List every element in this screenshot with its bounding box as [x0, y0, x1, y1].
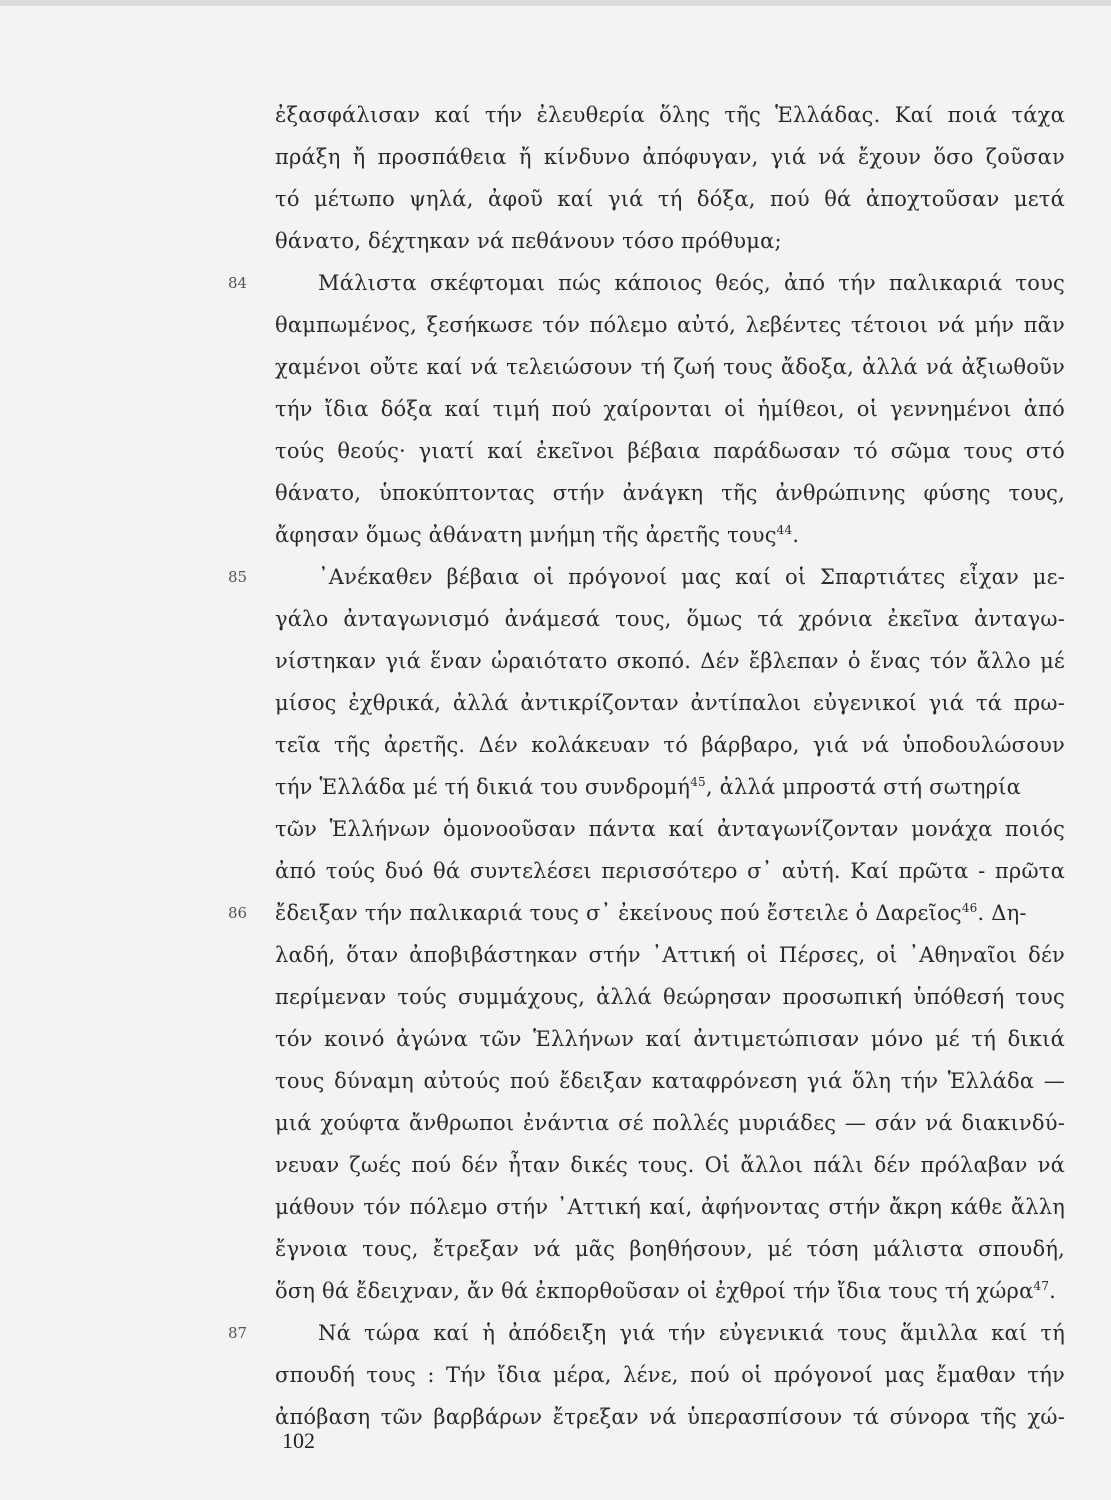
text-line: θαμπωμένος, ξεσήκωσε τόν πόλεμο αὐτό, λεβέντες τέτοιοι νά μήν πᾶν	[275, 313, 1065, 337]
text-line: Μάλιστα σκέφτομαι πώς κάποιος θεός, ἀπό τήν παλικαριά τους	[318, 271, 1065, 295]
line-text: ἔδειξαν τήν παλικαριά τους σ᾿ ἐκείνους πού ἔστειλε ὁ Δαρεῖος	[275, 901, 962, 925]
text-line: μάθουν τόν πόλεμο στήν ᾿Αττική καί, ἀφήνοντας στήν ἄκρη κάθε ἄλλη	[275, 1195, 1065, 1219]
text-line: περίμεναν τούς συμμάχους, ἀλλά θεώρησαν προσωπική ὑπόθεσή τους	[275, 985, 1065, 1009]
line-text: τήν Ἑλλάδα μέ τή δικιά του συνδρομή	[275, 775, 691, 799]
text-line	[318, 1316, 1065, 1350]
footnote-ref: 44	[776, 523, 793, 537]
footnote-ref: 46	[961, 901, 978, 915]
text-line: τους δύναμη αὐτούς πού ἔδειξαν καταφρόνεση γιά ὅλη τήν Ἑλλάδα —	[275, 1069, 1065, 1093]
text-line: ᾿Ανέκαθεν βέβαια οἱ πρόγονοί μας καί οἱ Σπαρτιάτες εἶχαν με-	[318, 565, 1065, 589]
text-line: ἔγνοια τους, ἔτρεξαν νά μᾶς βοηθήσουν, μέ τόση μάλιστα σπουδή,	[275, 1237, 1065, 1261]
paragraph-number: 85	[228, 568, 248, 586]
text-line	[275, 1358, 1065, 1392]
text-line: λαδή, ὅταν ἀποβιβάστηκαν στήν ᾿Αττική οἱ Πέρσες, οἱ ᾿Αθηναῖοι δέν	[275, 943, 1065, 967]
footnote-ref: 45	[690, 775, 706, 789]
text-line: τῶν Ἑλλήνων ὁμονοοῦσαν πάντα καί ἀνταγωνίζονταν μονάχα ποιός	[275, 817, 1065, 841]
line-text: ἄφησαν ὅμως ἀθάνατη μνήμη τῆς ἀρετῆς τους	[275, 523, 777, 547]
text-line: ἐξασφάλισαν καί τήν ἐλευθερία ὅλης τῆς Ἑλλάδας. Καί ποιά τάχα	[275, 103, 1065, 127]
footnote-ref: 47	[1033, 1279, 1050, 1293]
text-line: πράξη ἤ προσπάθεια ἤ κίνδυνο ἀπόφυγαν, γιά νά ἔχουν ὅσο ζοῦσαν	[275, 145, 1065, 169]
text-line	[275, 1400, 1065, 1434]
paragraph-number: 86	[228, 904, 248, 922]
paragraph-number: 84	[228, 274, 248, 292]
page-number: 102	[282, 1428, 315, 1453]
line-text: ἀπόβαση τῶν βαρβάρων ἔτρεξαν νά ὑπερασπίσουν τά σύνορα τῆς χώ-	[275, 1405, 1065, 1429]
text-line: τεῖα τῆς ἀρετῆς. Δέν κολάκευαν τό βάρβαρο, γιά νά ὑποδουλώσουν	[275, 733, 1065, 757]
text-line	[275, 770, 1065, 804]
text-line: τό μέτωπο ψηλά, ἀφοῦ καί γιά τή δόξα, πού θά ἀποχτοῦσαν μετά	[275, 187, 1065, 211]
text-line: νίστηκαν γιά ἕναν ὡραιότατο σκοπό. Δέν ἔβλεπαν ὁ ἕνας τόν ἄλλο μέ	[275, 649, 1065, 673]
text-line: τούς θεούς· γιατί καί ἐκεῖνοι βέβαια παράδωσαν τό σῶμα τους στό	[275, 439, 1065, 463]
text-line: χαμένοι οὔτε καί νά τελειώσουν τή ζωή τους ἄδοξα, ἀλλά νά ἀξιωθοῦν	[275, 355, 1065, 379]
text-line: μίσος ἐχθρικά, ἀλλά ἀντικρίζονταν ἀντίπαλοι εὐγενικοί γιά τά πρω-	[275, 691, 1065, 715]
text-line: γάλο ἀνταγωνισμό ἀνάμεσά τους, ὅμως τά χρόνια ἐκεῖνα ἀνταγω-	[275, 607, 1065, 631]
text-line: τήν ἴδια δόξα καί τιμή πού χαίρονται οἱ ἡμίθεοι, οἱ γεννημένοι ἀπό	[275, 397, 1065, 421]
text-line: μιά χούφτα ἄνθρωποι ἐνάντια σέ πολλές μυριάδες — σάν νά διακινδύ-	[275, 1111, 1065, 1135]
line-text: Νά τώρα καί ἡ ἀπόδειξη γιά τήν εὐγενικιά τους ἅμιλλα καί τή	[318, 1321, 1065, 1345]
text-line: τόν κοινό ἀγώνα τῶν Ἑλλήνων καί ἀντιμετώπισαν μόνο μέ τή δικιά	[275, 1027, 1065, 1051]
text-line: ἄφησαν ὅμως ἀθάνατη μνήμη τῆς ἀρετῆς τους$^{44}$.	[275, 523, 800, 547]
text-line: ὅση θά ἔδειχναν, ἄν θά ἐκπορθοῦσαν οἱ ἐχθροί τήν ἴδια τους τή χώρα$^{47}$.	[275, 1279, 1057, 1303]
text-line: ἀπό τούς δυό θά συντελέσει περισσότερο σ᾿ αὐτή. Καί πρῶτα - πρῶτα	[275, 859, 1065, 883]
text-line: θάνατο, δέχτηκαν νά πεθάνουν τόσο πρόθυμα;	[275, 229, 782, 253]
text-line: θάνατο, ὑποκύπτοντας στήν ἀνάγκη τῆς ἀνθρώπινης φύσης τους,	[275, 481, 1065, 505]
text-line	[275, 896, 1065, 930]
paragraph-number: 87	[228, 1324, 248, 1342]
line-text: σπουδή τους : Τήν ἴδια μέρα, λένε, πού οἱ πρόγονοί μας ἔμαθαν τήν	[275, 1363, 1065, 1387]
line-text: , ἀλλά μπροστά στή σωτηρία	[705, 775, 1021, 799]
text-line: νευαν ζωές πού δέν ἦταν δικές τους. Οἱ ἄλλοι πάλι δέν πρόλαβαν νά	[275, 1153, 1065, 1177]
line-text: ὅση θά ἔδειχναν, ἄν θά ἐκπορθοῦσαν οἱ ἐχθροί τήν ἴδια τους τή χώρα	[275, 1279, 1034, 1303]
line-text: . Δη-	[977, 901, 1027, 925]
